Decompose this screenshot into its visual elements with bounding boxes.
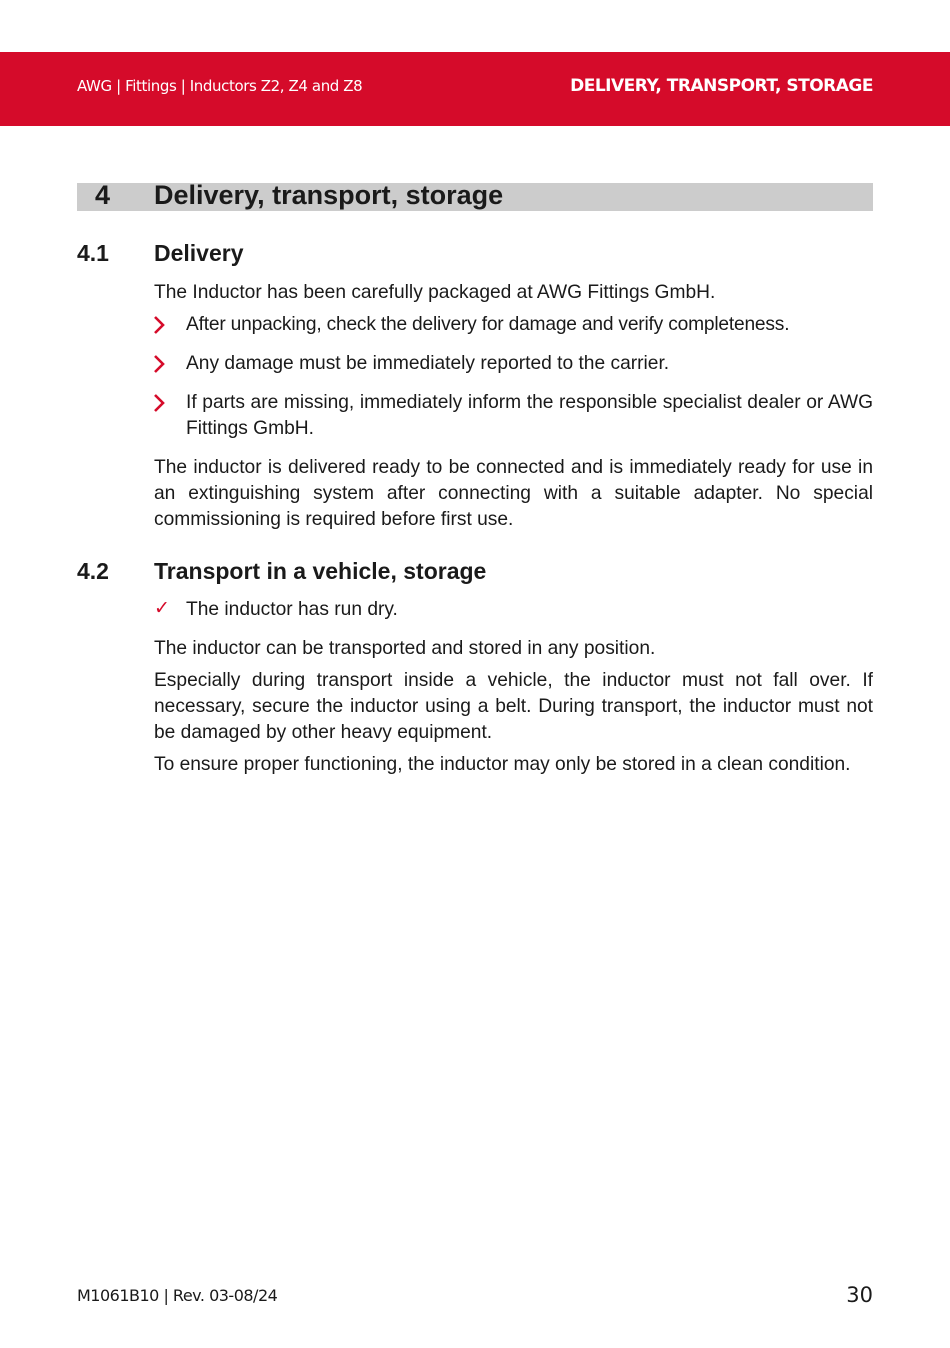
paragraph: The inductor is delivered ready to be connected and is immediately ready for use in an extinguishing system after connecting with a suitable adapter. No special commissioning is required before first use. — [154, 457, 873, 530]
paragraph: To ensure proper functioning, the inductor may only be stored in a clean condition. — [154, 754, 851, 775]
paragraph: The inductor can be transported and stored in any position. — [154, 638, 656, 659]
list-item: If parts are missing, immediately inform the responsible specialist dealer or AWG Fittings GmbH. — [186, 392, 873, 439]
header-breadcrumb: AWG | Fittings | Inductors Z2, Z4 and Z8 — [77, 77, 363, 95]
chevron-right-icon — [152, 393, 166, 413]
section-number: 4.1 — [77, 240, 109, 266]
chapter-number: 4 — [95, 180, 111, 210]
section-intro: The Inductor has been carefully packaged at AWG Fittings GmbH. — [154, 282, 716, 303]
header-chapter-title: DELIVERY, TRANSPORT, STORAGE — [570, 76, 873, 96]
section-title: Delivery — [154, 240, 244, 266]
paragraph: Especially during transport inside a vehicle, the inductor must not fall over. If necessary, secure the inductor using a belt. During transport, the inductor must not be damaged by other heavy equipment. — [154, 670, 873, 743]
checkmark-icon: ✓ — [154, 598, 170, 619]
list-item: After unpacking, check the delivery for damage and verify completeness. — [186, 314, 790, 335]
list-item: Any damage must be immediately reported to the carrier. — [186, 353, 670, 374]
chevron-right-icon — [152, 354, 166, 374]
section-title: Transport in a vehicle, storage — [154, 558, 487, 584]
chevron-right-icon — [152, 315, 166, 335]
chapter-title: Delivery, transport, storage — [154, 180, 504, 210]
document-reference: M1061B10 | Rev. 03-08/24 — [77, 1286, 278, 1305]
check-item: The inductor has run dry. — [186, 599, 398, 620]
section-number: 4.2 — [77, 558, 109, 584]
page-number: 30 — [846, 1283, 873, 1307]
